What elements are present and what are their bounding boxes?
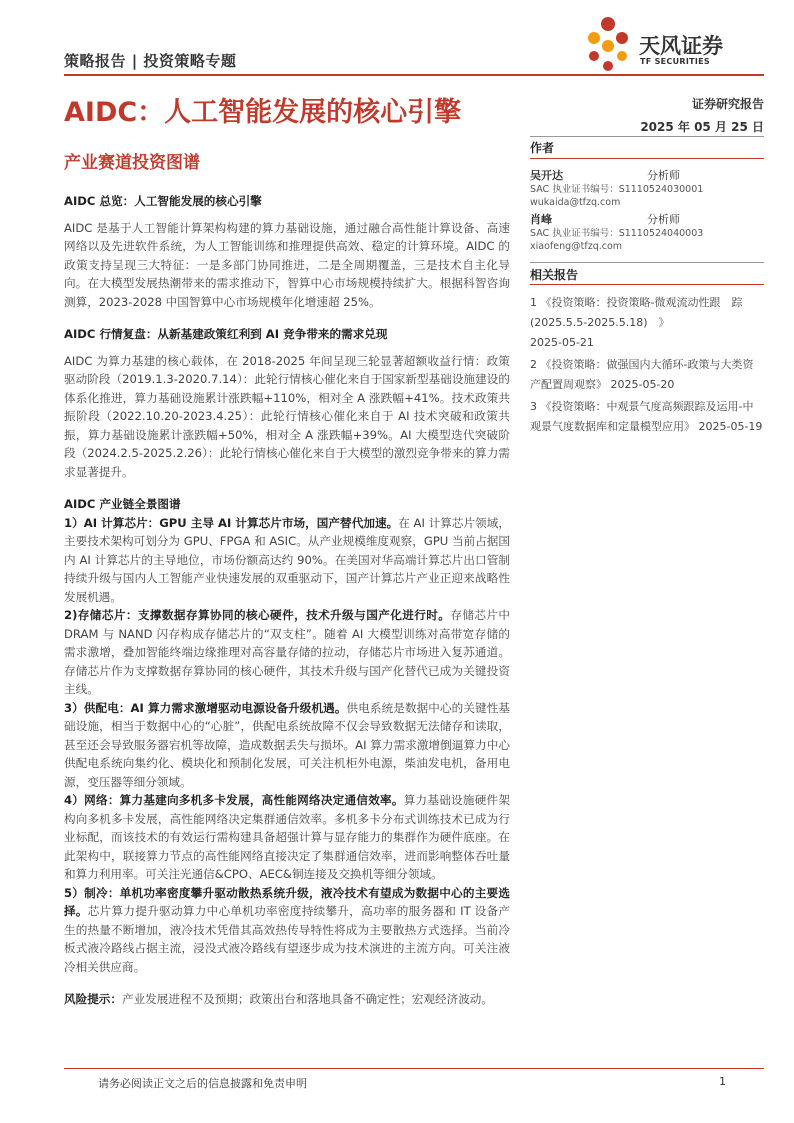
related-reports — [530, 266, 764, 437]
authors-rule — [530, 158, 764, 159]
risk-heading: 风险提示： — [64, 992, 122, 1006]
section-heading: AIDC 行情复盘：从新基建政策红利到 AI 竞争带来的需求兑现 — [64, 327, 388, 341]
item-text: 芯片算力提升驱动算力中心单机功率密度持续攀升，高功率的服务器和 IT 设备产生的热量不断增加，液冷技术凭借其高效热传导特性将成为主要散热方式选择。当前冷板式液冷路线占据主流，浸没式液冷路线有望逐步成为技术演进的主流方向。可关注液冷相关供应商。 — [64, 904, 510, 974]
section-paragraph: AIDC 为算力基建的核心载体，在 2018-2025 年间呈现三轮显著超额收益行情：政策驱动阶段（2019.1.3-2020.7.14）：此轮行情核心催化来自于国家新型基础设施建设的体系化推进，算力基础设施累计涨跌幅+110%，相对全 A 涨跌幅+41%。技术政策共振阶段（2022.10.20-2023.4.25）：此轮行情核心催化来自于 AI 技术突破和政策共振，算力基础设施累计涨跌幅+50%，相对全 A 涨跌幅+39%。AI 大模型迭代突破阶段（2024.2.5-2025.2.26）：此轮行情核心催化来自于大模型的激烈竞争带来的算力需求显著提升。 — [64, 353, 510, 479]
page-subtitle: 产业赛道投资图谱 — [64, 153, 200, 173]
item-text: 在 AI 计算芯片领域，主要技术架构可划分为 GPU、FPGA 和 ASIC。从产业规模维度观察，GPU 当前占据国内 AI 计算芯片的主导地位，市场份额高达约 90%。在美国对华高端计算芯片出口管制持续升级与国内人工智能产业快速发展的双重驱动下，国产计算芯片产业正迎来战略性发展机遇。 — [64, 515, 510, 604]
author-name: 吴开达 — [530, 169, 563, 182]
report-date: 2025 年 05 月 25 日 — [640, 120, 764, 134]
related-report-date: 2025-05-19 — [698, 420, 763, 433]
section-heading: AIDC 总览：人工智能发展的核心引擎 — [64, 194, 262, 208]
related-report-title: 3 《投资策略：中观景气度高频跟踪及运用-中观景气度数据库和定量模型应用》 — [530, 400, 754, 433]
author-role: 分析师 — [647, 213, 680, 226]
related-report-date: 2025-05-21 — [530, 336, 594, 349]
item-heading: 5）制冷：单机功率密度攀升驱动散热系统升级，液冷技术有望成为数据中心的主要选择。 — [64, 885, 510, 918]
related-report-item[interactable] — [530, 355, 764, 395]
author-email[interactable]: wukaida@tfzq.com — [530, 197, 621, 208]
footer-disclaimer: 请务必阅读正文之后的信息披露和免责申明 — [98, 1077, 307, 1090]
section-paragraph: AIDC 是基于人工智能计算架构构建的算力基础设施，通过融合高性能计算设备、高速网络以及先进软件系统，为人工智能训练和推理提供高效、稳定的计算环境。AIDC 的政策支持呈现三大特征：一是多部门协同推进，二是全周期覆盖，三是技术自主化导向。在大模型发展热潮带来的需求推动下，智算中心市场规模持续扩大。根据科智咨询测算，2023-2028 中国智算中心市场规模年化增速超 25%。 — [64, 220, 510, 309]
item-text: 供电系统是数据中心的关键性基础设施，相当于数据中心的“心脏”，供配电系统故障不仅会导致数据无法储存和读取，甚至还会导致服务器宕机等故障，造成数据丢失与损坏。AI 算力需求激增倒逼算力中心供配电系统向集约化、模块化和预制化发展，可关注机柜外电源，柴油发电机，备用电源，变压器等细分领域。 — [64, 700, 510, 789]
related-report-date: 2025-05-20 — [610, 378, 675, 391]
item-text: 算力基础设施硬件架构向多机多卡发展，高性能网络决定集群通信效率。多机多卡分布式训练技术已成为行业标配，而该技术的有效运行需构建具备超强计算与显存能力的集群作为硬件底座。在此架构中，联接算力节点的高性能网络直接决定了集群通信效率，进而影响整体吞吐量和算力利用率。可关注光通信&CPO、AEC&铜连接及交换机等细分领域。 — [64, 793, 510, 881]
author-email[interactable]: xiaofeng@tfzq.com — [530, 241, 623, 252]
sidebar-divider — [530, 136, 764, 137]
list-item — [64, 699, 510, 792]
related-heading: 相关报告 — [530, 268, 579, 282]
report-category: 策略报告 | 投资策略专题 — [64, 52, 237, 70]
authors-heading: 作者 — [530, 141, 555, 155]
report-type: 证券研究报告 — [691, 97, 764, 111]
list-item — [64, 514, 510, 607]
section-heading: AIDC 产业链全景图谱 — [64, 497, 181, 511]
item-heading: 3）供配电：AI 算力需求激增驱动电源设备升级机遇。 — [64, 700, 347, 715]
author-cert: SAC 执业证书编号：S1110524040003 — [530, 228, 704, 239]
list-item — [64, 606, 510, 699]
sidebar — [530, 139, 764, 253]
logo-name: 天风证券 — [639, 34, 723, 58]
risk-text: 产业发展进程不及预期；政策出台和落地具备不确定性；宏观经济波动。 — [121, 992, 493, 1006]
author-card — [530, 211, 764, 253]
logo-subtitle: TF SECURITIES — [640, 57, 710, 66]
related-divider-top — [530, 262, 764, 263]
page-title: AIDC：人工智能发展的核心引擎 — [64, 97, 462, 128]
item-text: 存储芯片中 DRAM 与 NAND 闪存构成存储芯片的“双支柱”。随着 AI 大模型训练对高带宽存储的需求激增，叠加智能终端边缘推理对高容量存储的拉动，存储芯片市场进入复苏通道。存储芯片作为支撑数据存算协同的核心硬件，其技术升级与国产化替代已成为关键投资主线。 — [64, 608, 510, 696]
header-divider — [64, 74, 764, 76]
main-content — [64, 192, 510, 1009]
related-report-title: 2 《投资策略：做强国内大循环-政策与大类资产配置周观察》 — [530, 358, 754, 391]
list-item — [64, 884, 510, 977]
author-cert: SAC 执业证书编号：S1110524030001 — [530, 184, 704, 195]
item-heading: 1）AI 计算芯片：GPU 主导 AI 计算芯片市场，国产替代加速。 — [64, 515, 399, 530]
page-number: 1 — [719, 1075, 726, 1088]
footer-divider — [64, 1068, 764, 1069]
related-rule — [530, 284, 764, 285]
list-item — [64, 791, 510, 884]
risk-warning — [64, 990, 510, 1009]
author-name: 肖峰 — [530, 213, 552, 226]
company-logo — [584, 16, 636, 72]
item-heading: 4）网络：算力基建向多机多卡发展，高性能网络决定通信效率。 — [64, 793, 404, 807]
related-report-item[interactable] — [530, 293, 764, 353]
related-report-item[interactable] — [530, 397, 764, 437]
author-card — [530, 167, 764, 209]
item-heading: 2)存储芯片：支撑数据存算协同的核心硬件，技术升级与国产化进行时。 — [64, 608, 451, 622]
related-report-title: 1 《投资策略：投资策略-微观流动性跟 踪 (2025.5.5-2025.5.18) 》 — [530, 296, 754, 329]
author-role: 分析师 — [647, 169, 680, 182]
